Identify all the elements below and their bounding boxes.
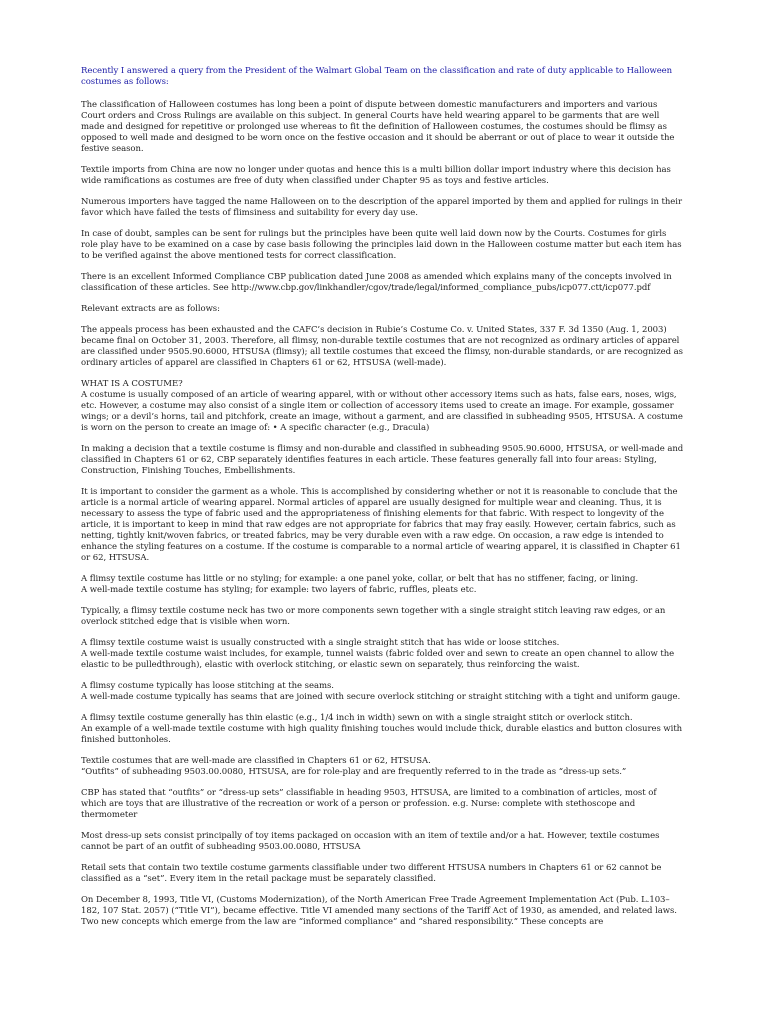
paragraph-retail-sets: Retail sets that contain two textile costume garments classifiable under two different HTSUSA numbers in Chapters 61 or 62 cannot be classified as a “set”. Every item in the retail package must be separately classified. [81, 863, 662, 884]
paragraph-seams: A flimsy costume typically has loose stitching at the seams. A well-made costume typically has seams that are joined with secure overlock stitching or straight stitching with a tight and uniform gauge. [81, 681, 681, 702]
paragraph-elastic: A flimsy textile costume generally has thin elastic (e.g., 1/4 inch in width) sewn on with a single straight stitch or overlock stitch. An example of a well-made textile costume with high quality finishing touches would include thick, durable elastics and button closures with finished buttonholes. [81, 713, 683, 745]
paragraph-garment-whole: It is important to consider the garment as a whole. This is accomplished by considering whether or not it is reasonable to conclude that the article is a normal article of wearing apparel. Normal articles of apparel are usually designed for multiple wear and cleaning. Thus, it is necessary to assess the type of fabric used and the appropriateness of finishing elements for that fabric. With respect to longevity of the article, it is important to keep in mind that raw edges are not appropriate for fabrics that may fray easily. However, certain fabrics, such as netting, tightly knit/woven fabrics, or treated fabrics, may be very durable even with a raw edge. On occasion, a raw edge is intended to enhance the styling features on a costume. If the costume is comparable to a normal article of wearing apparel, it is classified in Chapter 61 or 62, HTSUSA. [81, 487, 681, 563]
paragraph-textile-imports: Textile imports from China are now no longer under quotas and hence this is a multi billion dollar import industry where this decision has wide ramifications as costumes are free of duty when classified under Chapter 95 as toys and festive articles. [81, 165, 671, 186]
paragraph-outfits: Textile costumes that are well-made are classified in Chapters 61 or 62, HTSUSA. “Outfits” of subheading 9503.00.0080, HTSUSA, are for role-play and are frequently referred to in the trade as “dress-up sets.” [81, 756, 627, 777]
paragraph-importers-rulings: Numerous importers have tagged the name Halloween on to the description of the apparel imported by them and applied for rulings in their favor which have failed the tests of flimsiness and suitability for every day use. [81, 197, 682, 218]
paragraph-dress-up-sets: CBP has stated that “outfits” or “dress-up sets” classifiable in heading 9503, HTSUSA, are limited to a combination of articles, most of which are toys that are illustrative of the recreation or work of a person or profession. e.g. Nurse: complete with stethoscope and thermometer [81, 788, 657, 820]
paragraph-waist: A flimsy textile costume waist is usually constructed with a single straight stitch that has wide or loose stitches. A well-made textile costume waist includes, for example, tunnel waists (fabric folded over and sewn to create an open channel to allow the elastic to be pulledthrough), elastic with overlock stitching, or elastic sewn on separately, thus reinforcing the waist. [81, 638, 675, 670]
paragraph-what-is-costume: WHAT IS A COSTUME? A costume is usually composed of an article of wearing apparel, with or without other accessory items such as hats, false ears, noses, wigs, etc. However, a costume may also consist of a single item or collection of accessory items used to create an image. For example, gossamer wings; or a devil’s horns, tail and pitchfork, create an image, without a garment, and are classified in subheading 9505, HTSUSA. A costume is worn on the person to create an image of: • A specific character (e.g., Dracula) [81, 379, 683, 433]
paragraph-decision-features: In making a decision that a textile costume is flimsy and non-durable and classified in subheading 9505.90.6000, HTSUSA, or well-made and classified in Chapters 61 or 62, CBP separately identifies features in each article. These features generally fall into four areas: Styling, Construction, Finishing Touches, Embellishments. [81, 444, 684, 476]
paragraph-relevant-extracts: Relevant extracts are as follows: [81, 304, 220, 314]
paragraph-cbp-publication: There is an excellent Informed Compliance CBP publication dated June 2008 as amended which explains many of the concepts involved in classification of these articles. See http://www.cbp.gov/linkhandler/cgov/trade/legal/informed_compliance_pubs/icp077.ctt/icp077.pdf [81, 272, 672, 293]
paragraph-neck: Typically, a flimsy textile costume neck has two or more components sewn together with a single straight stitch leaving raw edges, or an overlock stitched edge that is visible when worn. [81, 606, 666, 627]
paragraph-classification-history: The classification of Halloween costumes has long been a point of dispute between domestic manufacturers and importers and various Court orders and Cross Rulings are available on this subject. In general Courts have held wearing apparel to be garments that are well made and designed for repetitive or prolonged use whereas to fit the definition of Halloween costumes, the costumes should be flimsy as opposed to well made and designed to be worn once on the festive occasion and it should be aberrant or out of place to wear it outside the festive season. [81, 100, 675, 154]
paragraph-styling: A flimsy textile costume has little or no styling; for example: a one panel yoke, collar, or belt that has no stiffener, facing, or lining. A well-made textile costume has styling; for example: two layers of fabric, ruffles, pleats etc. [81, 574, 638, 595]
intro-paragraph: Recently I answered a query from the President of the Walmart Global Team on the classification and rate of duty applicable to Halloween costumes as follows: [81, 66, 673, 87]
paragraph-samples: In case of doubt, samples can be sent for rulings but the principles have been quite well laid down now by the Courts. Costumes for girls role play have to be examined on a case by case basis following the principles laid down in the Halloween costume matter but each item has to be verified against the above mentioned tests for correct classification. [81, 229, 682, 261]
paragraph-toy-items: Most dress-up sets consist principally of toy items packaged on occasion with an item of textile and/or a hat. However, textile costumes cannot be part of an outfit of subheading 9503.00.0080, HTSUSA [81, 831, 660, 852]
paragraph-appeals-process: The appeals process has been exhausted and the CAFC’s decision in Rubie’s Costume Co. v. United States, 337 F. 3d 1350 (Aug. 1, 2003) became final on October 31, 2003. Therefore, all flimsy, non-durable textile costumes that are not recognized as ordinary articles of apparel are classified under 9505.90.6000, HTSUSA (flimsy); all textile costumes that exceed the flimsy, non-durable standards, or are recognized as ordinary articles of apparel are classified in Chapters 61 or 62, HTSUSA (well-made). [81, 325, 683, 368]
paragraph-title-vi: On December 8, 1993, Title VI, (Customs Modernization), of the North American Free Trade Agreement Implementation Act (Pub. L.103–182, 107 Stat. 2057) (“Title VI”), became effective. Title VI amended many sections of the Tariff Act of 1930, as amended, and related laws. Two new concepts which emerge from the law are “informed compliance” and “shared responsibility.” These concepts are [81, 895, 677, 927]
